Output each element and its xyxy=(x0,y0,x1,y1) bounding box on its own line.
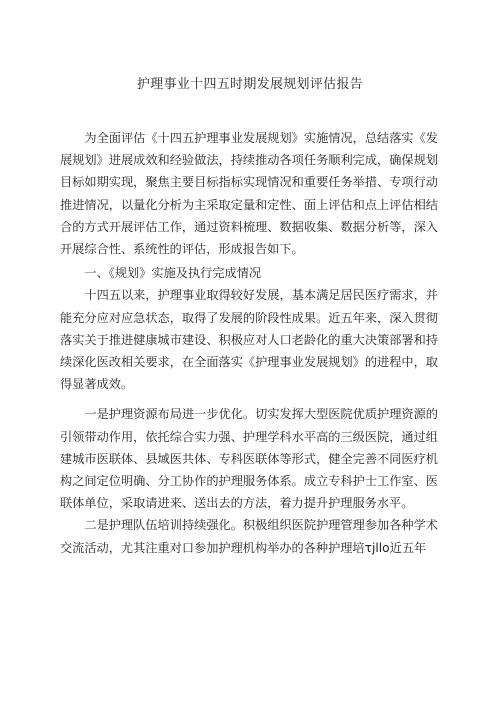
section-heading: 一、《规划》实施及执行完成情况 xyxy=(84,266,262,281)
paragraph-gap xyxy=(60,395,438,403)
team-training-paragraph: 二是护理队伍培训持续强化。积极组织医院护理管理参加各种学术交流活动，尤其注重对口参加护理机构举办的各种护理培τjllo近五年 xyxy=(60,518,438,555)
document-body xyxy=(60,127,438,559)
resource-layout-paragraph: 一是护理资源布局进一步优化。切实发挥大型医院优质护理资源的引领带动作用，依托综合实力强、护理学科水平高的三级医院，通过组建城市医联体、县域医共体、专科医联体等形式，健全完善不同医疗机构之间定位明确、分工协作的护理服务体系。成立专科护士工作室、医联体单位，采取请进来、送出去的方法，着力提升护理服务水平。 xyxy=(60,407,438,511)
document-title: 护理事业十四五时期发展规划评估报告 xyxy=(136,77,364,92)
intro-paragraph: 为全面评估《十四五护理事业发展规划》实施情况，总结落实《发展规划》进展成效和经验做法，持续推动各项任务顺利完成，确保规划目标如期实现，聚焦主要目标指标实现情况和重要任务举措、专项行动推进情况，以量化分析为主采取定量和定性、面上评估和点上评估相结合的方式开展评估工作，通过资料梳理、数据收集、数据分析等，深入开展综合性、系统性的评估，形成报告如下。 xyxy=(60,131,438,257)
overview-paragraph: 十四五以来，护理事业取得较好发展，基本满足居民医疗需求，并能充分应对应急状态，取得了发展的阶段性成果。近五年来，深入贯彻落实关于推进健康城市建设、积极应对人口老龄化的重大决策部署和持续深化医改相关要求，在全面落实《护理事业发展规划》的进程中，取得显著成效。 xyxy=(60,288,438,392)
